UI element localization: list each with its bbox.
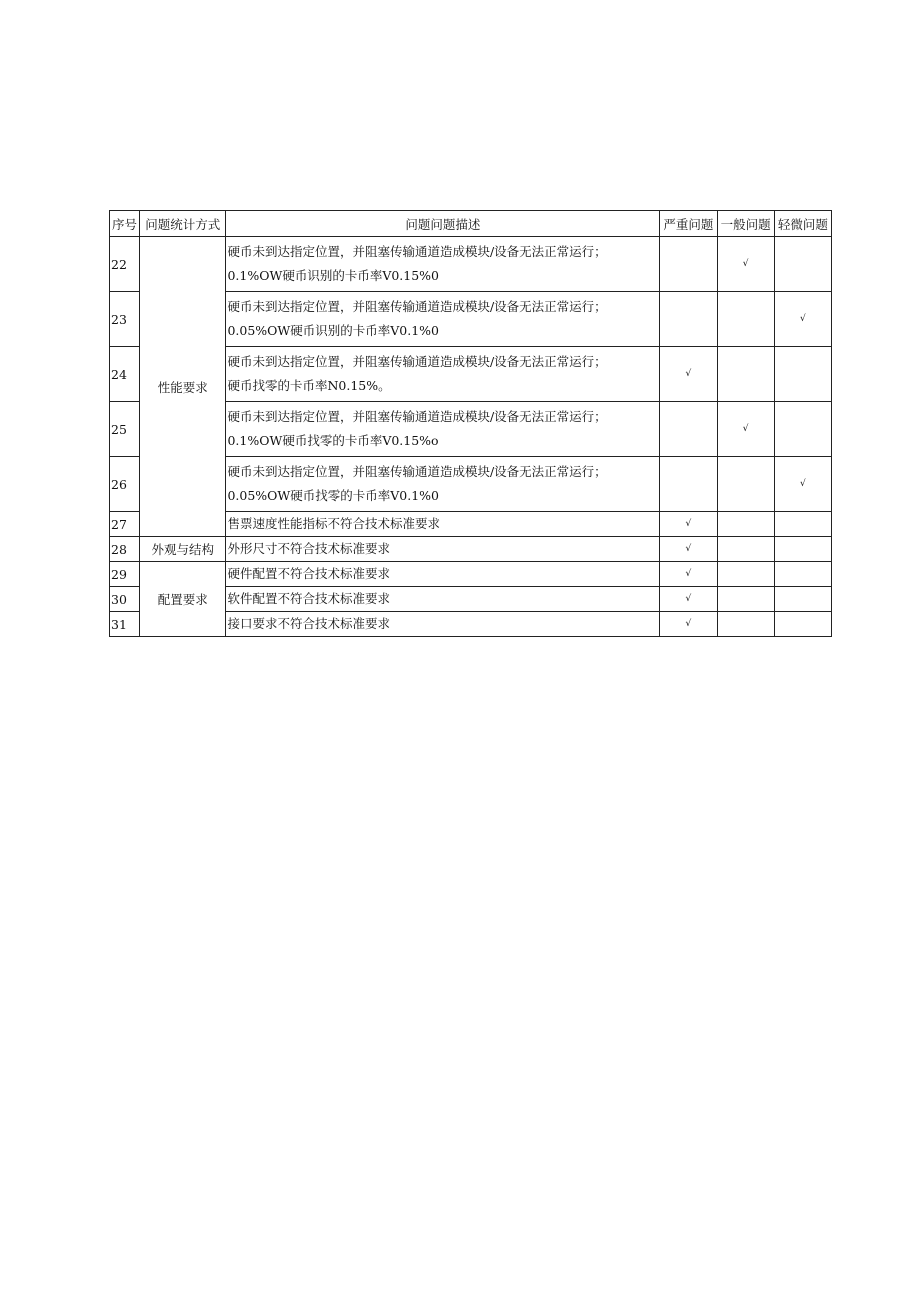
description-line-2: 0.1%OW硬币找零的卡币率V0.15%o	[227, 433, 439, 448]
row-description: 接口要求不符合技术标准要求	[226, 612, 660, 637]
row-number: 31	[110, 612, 140, 637]
row-description: 售票速度性能指标不符合技术标准要求	[226, 512, 660, 537]
group-performance: 性能要求	[140, 237, 226, 537]
row-description	[226, 292, 660, 347]
general-mark	[717, 347, 774, 402]
header-minor: 轻微问题	[774, 211, 831, 237]
serious-mark: √	[660, 537, 717, 562]
description-line-1: 硬币未到达指定位置，并阻塞传输通道造成模块/设备无法正常运行；	[227, 244, 607, 259]
description-line-1: 硬币未到达指定位置，并阻塞传输通道造成模块/设备无法正常运行；	[227, 409, 607, 424]
description-line-1: 硬币未到达指定位置，并阻塞传输通道造成模块/设备无法正常运行；	[227, 464, 607, 479]
row-description	[226, 402, 660, 457]
row-description	[226, 457, 660, 512]
group-configuration: 配置要求	[140, 562, 226, 637]
minor-mark	[774, 587, 831, 612]
row-number: 22	[110, 237, 140, 292]
header-method: 问题统计方式	[140, 211, 226, 237]
row-number: 23	[110, 292, 140, 347]
description-line-1: 硬币未到达指定位置，并阻塞传输通道造成模块/设备无法正常运行；	[227, 299, 607, 314]
description-line-2: 0.1%OW硬币识别的卡币率V0.15%0	[227, 268, 440, 283]
header-general: 一般问题	[717, 211, 774, 237]
serious-mark: √	[660, 612, 717, 637]
general-mark	[717, 292, 774, 347]
serious-mark: √	[660, 512, 717, 537]
general-mark	[717, 612, 774, 637]
header-serious: 严重问题	[660, 211, 717, 237]
minor-mark	[774, 512, 831, 537]
row-number: 25	[110, 402, 140, 457]
minor-mark	[774, 612, 831, 637]
header-no: 序号	[110, 211, 140, 237]
row-number: 26	[110, 457, 140, 512]
serious-mark: √	[660, 562, 717, 587]
row-number: 30	[110, 587, 140, 612]
row-number: 28	[110, 537, 140, 562]
serious-mark	[660, 457, 717, 512]
row-description: 外形尺寸不符合技术标准要求	[226, 537, 660, 562]
general-mark	[717, 537, 774, 562]
general-mark	[717, 562, 774, 587]
minor-mark	[774, 237, 831, 292]
row-description: 软件配置不符合技术标准要求	[226, 587, 660, 612]
row-number: 29	[110, 562, 140, 587]
description-line-2: 0.05%OW硬币识别的卡币率V0.1%0	[227, 323, 440, 338]
row-number: 24	[110, 347, 140, 402]
row-number: 27	[110, 512, 140, 537]
issue-classification-table	[109, 210, 832, 637]
table-row	[110, 537, 832, 562]
serious-mark	[660, 237, 717, 292]
table-row	[110, 237, 832, 292]
serious-mark: √	[660, 347, 717, 402]
minor-mark	[774, 562, 831, 587]
minor-mark	[774, 402, 831, 457]
description-line-2: 硬币找零的卡币率N0.15%。	[227, 378, 391, 393]
table-row	[110, 562, 832, 587]
serious-mark	[660, 402, 717, 457]
table-header-row	[110, 211, 832, 237]
minor-mark: √	[774, 457, 831, 512]
row-description	[226, 347, 660, 402]
row-description: 硬件配置不符合技术标准要求	[226, 562, 660, 587]
row-description	[226, 237, 660, 292]
general-mark: √	[717, 237, 774, 292]
general-mark	[717, 512, 774, 537]
minor-mark	[774, 537, 831, 562]
description-line-2: 0.05%OW硬币找零的卡币率V0.1%0	[227, 488, 440, 503]
minor-mark: √	[774, 292, 831, 347]
header-description: 问题问题描述	[226, 211, 660, 237]
group-appearance-structure: 外观与结构	[140, 537, 226, 562]
general-mark: √	[717, 402, 774, 457]
minor-mark	[774, 347, 831, 402]
general-mark	[717, 457, 774, 512]
serious-mark: √	[660, 587, 717, 612]
serious-mark	[660, 292, 717, 347]
general-mark	[717, 587, 774, 612]
description-line-1: 硬币未到达指定位置，并阻塞传输通道造成模块/设备无法正常运行；	[227, 354, 607, 369]
